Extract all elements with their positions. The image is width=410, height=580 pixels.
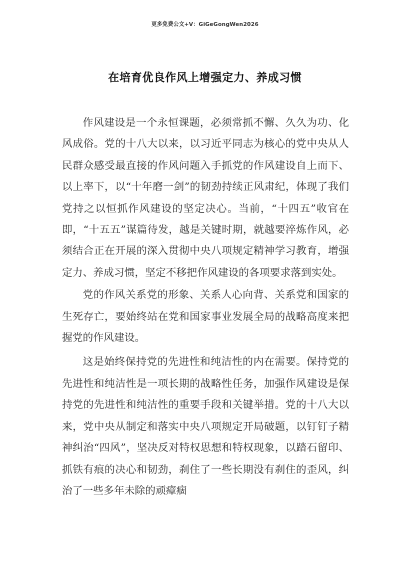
header-note: 更多免费公文+V：GiGeGongWen2026 xyxy=(151,22,259,28)
document-title: 在培育优良作风上增强定力、养成习惯 xyxy=(108,71,302,84)
paragraph-2: 党的作风关系党的形象、关系人心向背、关系党和国家的生死存亡，要始终站在党和国家事业发展全局的战略高度来把握党的作风建设。 xyxy=(62,289,349,345)
paragraph-1: 作风建设是一个永恒课题，必须常抓不懈、久久为功、化风成俗。党的十八大以来，以习近平同志为核心的党中央从人民群众感受最直接的作风问题入手抓党的作风建设自上而下、以上率下，以“十年磨一剑”的韧劲持续正风肃纪，体现了我们党持之以恒抓作风建设的坚定决心。当前，“十四五”收官在即，“十五五”谋篇待发，越是关键时期，就越要淬炼作风，必须结合正在开展的深入贯彻中央八项规定精神学习教育，增强定力、养成习惯，坚定不移把作风建设的各项要求落到实处。 xyxy=(62,117,349,279)
paragraph-3: 这是始终保持党的先进性和纯洁性的内在需要。保持党的先进性和纯洁性是一项长期的战略性任务，加强作风建设是保持党的先进性和纯洁性的重要手段和关键举措。党的十八大以来，党中央从制定和落实中央八项规定开局破题，以钉钉子精神纠治“四风”，坚决反对特权思想和特权现象，以踏石留印、抓铁有痕的决心和韧劲，刹住了一些长期没有刹住的歪风，纠治了一些多年未除的顽瘴痼 xyxy=(62,356,349,497)
document-body xyxy=(62,113,349,502)
